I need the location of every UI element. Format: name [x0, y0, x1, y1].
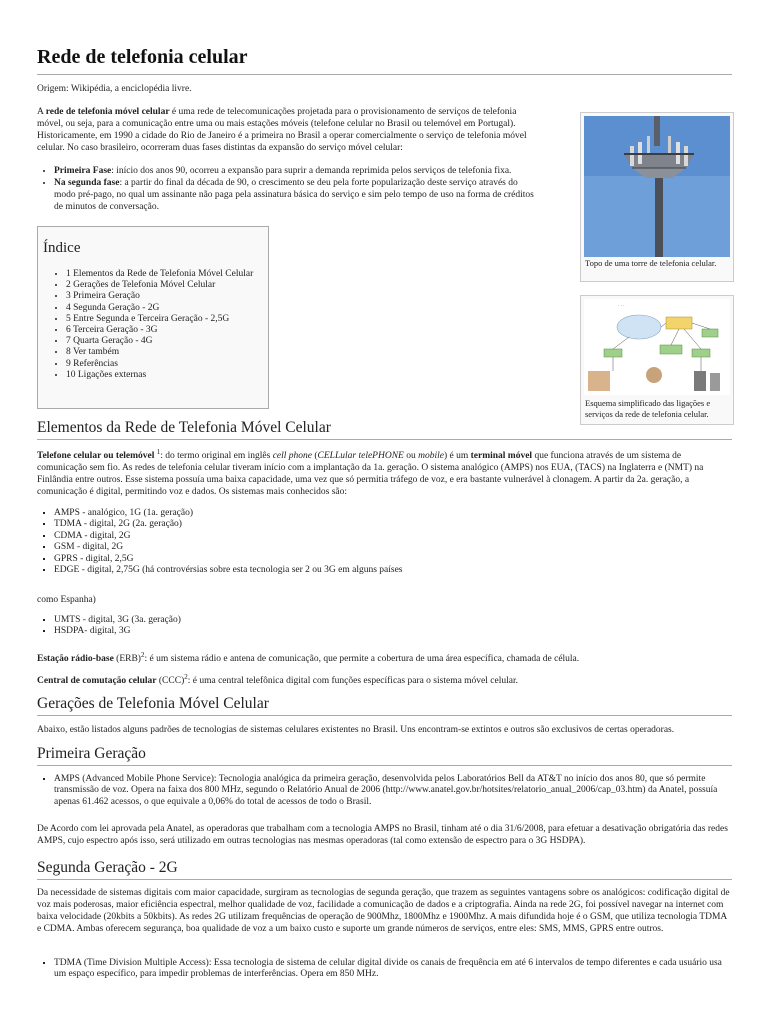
- systems-list-3g: [54, 615, 734, 638]
- toc-item[interactable]: • 2 Gerações de Telefonia Móvel Celular: [66, 280, 253, 291]
- list-item: ▪ TDMA - digital, 2G (2a. geração): [54, 519, 734, 530]
- diagram-caption: Esquema simplificado das ligações e serviços da rede de telefonia celular.: [585, 398, 711, 419]
- list-item: ▪ EDGE - digital, 2,75G (há controvérsias sobre esta tecnologia ser 2 ou 3G em alguns países: [54, 565, 734, 576]
- section-divider: [37, 439, 732, 440]
- italic-term: cell phone: [272, 451, 312, 462]
- toc-item[interactable]: • 8 Ver também: [66, 347, 253, 358]
- network-diagram-image[interactable]: [584, 299, 730, 395]
- network-diagram-figure: [580, 295, 734, 425]
- toc-item[interactable]: • 10 Ligações externas: [66, 370, 253, 381]
- term-bold: Central de comutação celular: [37, 676, 157, 687]
- toc-item[interactable]: • 6 Terceira Geração - 3G: [66, 325, 253, 336]
- term-bold: terminal móvel: [470, 451, 533, 462]
- text: (: [312, 451, 318, 462]
- list-item: ▪ CDMA - digital, 2G: [54, 531, 734, 542]
- phase-text: : a partir do final da década de 90, o crescimento se deu pela forte popularização deste serviço através do modo pré-pago, no qual um assinante não paga pela assinatura básica do serviço e sim pelo tempo de uso na forma de créditos de minutos de conversação.: [54, 178, 534, 212]
- list-item: [54, 165, 539, 177]
- list-item: ▪ GSM - digital, 2G: [54, 542, 734, 553]
- phase-text: : início dos anos 90, ocorreu a expansão para suprir a demanda reprimida pelos serviços de telefonia fixa.: [111, 166, 512, 176]
- list-item: ▪ HSDPA- digital, 3G: [54, 626, 734, 637]
- term-bold: Telefone celular ou telemóvel: [37, 451, 155, 462]
- list-item: ▪ UMTS - digital, 3G (3a. geração): [54, 615, 734, 626]
- section-heading: Primeira Geração: [37, 745, 146, 762]
- lead-prefix: A: [37, 107, 46, 117]
- section-paragraph: [37, 446, 732, 498]
- section-paragraph: Da necessidade de sistemas digitais com maior capacidade, surgiram as tecnologias de segunda geração, que trazem as seguintes vantagens sobre os analógicos: codificação digital de voz mais poderosas, maior eficiência espectral, melhor qualidade de voz, facilidade a comunicação de dados e a criptografia. Ainda na rede 2G, foi possível navegar na internet com baixa velocidade (20kbits a 50kbits). As redes 2G utilizam frequências de operação de 900Mhz, 1800Mhz e 1900Mhz. A mais difundida hoje é o GSM, que utiliza tecnologia TDMA e CDMA. Ambas oferecem segurança, boa qualidade de voz a um baixo custo e suporte um grande números de serviços, entre eles: SMS, MMS, GPRS entre outros.: [37, 888, 730, 934]
- amps-list: [54, 774, 734, 808]
- text: : do termo original em inglês: [160, 451, 273, 462]
- text: (ERB): [113, 654, 141, 665]
- toc-item[interactable]: • 5 Entre Segunda e Terceira Geração - 2,5G: [66, 314, 253, 325]
- lead-bold-term: rede de telefonia móvel celular: [45, 107, 170, 117]
- italic-term: mobile: [418, 451, 444, 462]
- erb-paragraph: [37, 649, 732, 665]
- toc-item[interactable]: • 3 Primeira Geração: [66, 291, 253, 302]
- section-divider: [37, 765, 732, 766]
- reference-sup[interactable]: 2: [140, 651, 145, 659]
- text: : é um sistema rádio e antena de comunicação, que permite a cobertura de uma área específica, chamada de célula.: [144, 654, 580, 665]
- toc-item[interactable]: • 9 Referências: [66, 359, 253, 370]
- list-item: ▪ TDMA (Time Division Multiple Access): Essa tecnologia de sistema de celular digital divide os canais de frequência em até 6 intervalos de tempo diferentes e cada usuário usa um espaço específico, para impedir problemas de interferências. Opera em 850 MHz.: [54, 958, 734, 981]
- origin-note: Origem: Wikipédia, a enciclopédia livre.: [37, 84, 192, 94]
- list-item: [54, 177, 539, 213]
- tower-caption: Topo de uma torre de telefonia celular.: [585, 258, 717, 268]
- list-item: ▪ GPRS - digital, 2,5G: [54, 554, 734, 565]
- section-heading: Gerações de Telefonia Móvel Celular: [37, 695, 269, 712]
- cell-tower-image[interactable]: [584, 116, 730, 257]
- text: : é uma central telefônica digital com funções específicas para o sistema móvel celular.: [187, 676, 518, 687]
- country-note: como Espanha): [37, 595, 96, 605]
- text: (CCC): [156, 676, 185, 687]
- page-title: Rede de telefonia celular: [37, 46, 248, 68]
- toc-item[interactable]: • 1 Elementos da Rede de Telefonia Móvel Celular: [66, 269, 253, 280]
- section-paragraph: De Acordo com lei aprovada pela Anatel, as operadoras que trabalham com a tecnologia AMPS no Brasil, tinham até o dia 31/6/2008, para efetuar a desativação obrigatória das redes AMPS, cujo espectro após isso, será utilizado em outras tecnologias nas mesmas operadoras (tal como extensão de espectro para o 3G HSDPA).: [37, 824, 728, 846]
- lead-text: é uma rede de telecomunicações projetada para o provisionamento de serviços de telefonia móvel, ou seja, para a comunicação entre uma ou mais estações móveis (telefone celular no Brasil ou telemóvel em Portugal). Historicamente, em 1990 a cidade do Rio de Janeiro é a primeira no Brasil a operar comercialmente o serviço de telefonia móvel celular. No caso brasileiro, ocorreram duas fases distintas da expansão do serviço móvel celular:: [37, 107, 527, 153]
- reference-sup[interactable]: 1: [156, 448, 161, 456]
- text: ) é um: [443, 451, 471, 462]
- list-item: ▪ AMPS (Advanced Mobile Phone Service): Tecnologia analógica da primeira geração, desenvolvida pelos Laboratórios Bell da AT&T no início dos anos 80, que só permite transmissão de voz. Opera na faixa dos 800 MHz, segundo o Relatório Anual de 2006 (http://www.anatel.gov.br/hotsites/relatorio_anual_2006/cap_03.htm) da Anatel, possuía apenas 61.462 acessos, o que equivale a 0,06% do total de acessos de todo o Brasil.: [54, 774, 734, 808]
- list-item: ▪ AMPS - analógico, 1G (1a. geração): [54, 508, 734, 519]
- text: que funciona através de um sistema de comunicação sem fio. As redes de telefonia celular tiveram início com a implantação da 1a. geração. O sistema analógico (AMPS) nos EUA, (TACS) na Inglaterra e (NMT) na Finlândia entre outros. Esse sistema possuía uma baixa capacidade, uma vez que só permitia tráfego de voz, e era bastante vulnerável à clonagem. A partir da 2a. geração, a comunicação é digital, permitindo voz e dados. Os sistemas mais conhecidos são:: [37, 451, 704, 498]
- toc-item[interactable]: • 7 Quarta Geração - 4G: [66, 336, 253, 347]
- section-heading: Elementos da Rede de Telefonia Móvel Celular: [37, 419, 331, 436]
- section-divider: [37, 879, 732, 880]
- lead-paragraph: [37, 106, 537, 154]
- reference-sup[interactable]: 2: [184, 673, 188, 681]
- text: ou: [403, 451, 419, 462]
- ccc-paragraph: [37, 671, 732, 687]
- phase-label: Na segunda fase: [54, 178, 120, 188]
- section-paragraph: Abaixo, estão listados alguns padrões de tecnologias de sistemas celulares existentes no Brasil. Uns encontram-se extintos e outros são exclusivos de certas operadoras.: [37, 725, 675, 735]
- toc-list: [66, 269, 253, 381]
- section-divider: [37, 715, 732, 716]
- toc-item[interactable]: • 4 Segunda Geração - 2G: [66, 303, 253, 314]
- systems-list: [54, 508, 734, 576]
- svg-text:· · ·: · · ·: [618, 303, 625, 308]
- italic-term: CELLular telePHONE: [317, 451, 404, 462]
- section-heading: Segunda Geração - 2G: [37, 859, 178, 876]
- term-bold: Estação rádio-base: [37, 654, 114, 665]
- toc-title: Índice: [43, 240, 81, 256]
- phase-label: Primeira Fase: [54, 166, 112, 176]
- phases-list: [54, 165, 539, 213]
- title-divider: [37, 74, 732, 75]
- tower-figure: [580, 112, 734, 282]
- table-of-contents: [37, 226, 269, 409]
- tdma-list: [54, 958, 734, 981]
